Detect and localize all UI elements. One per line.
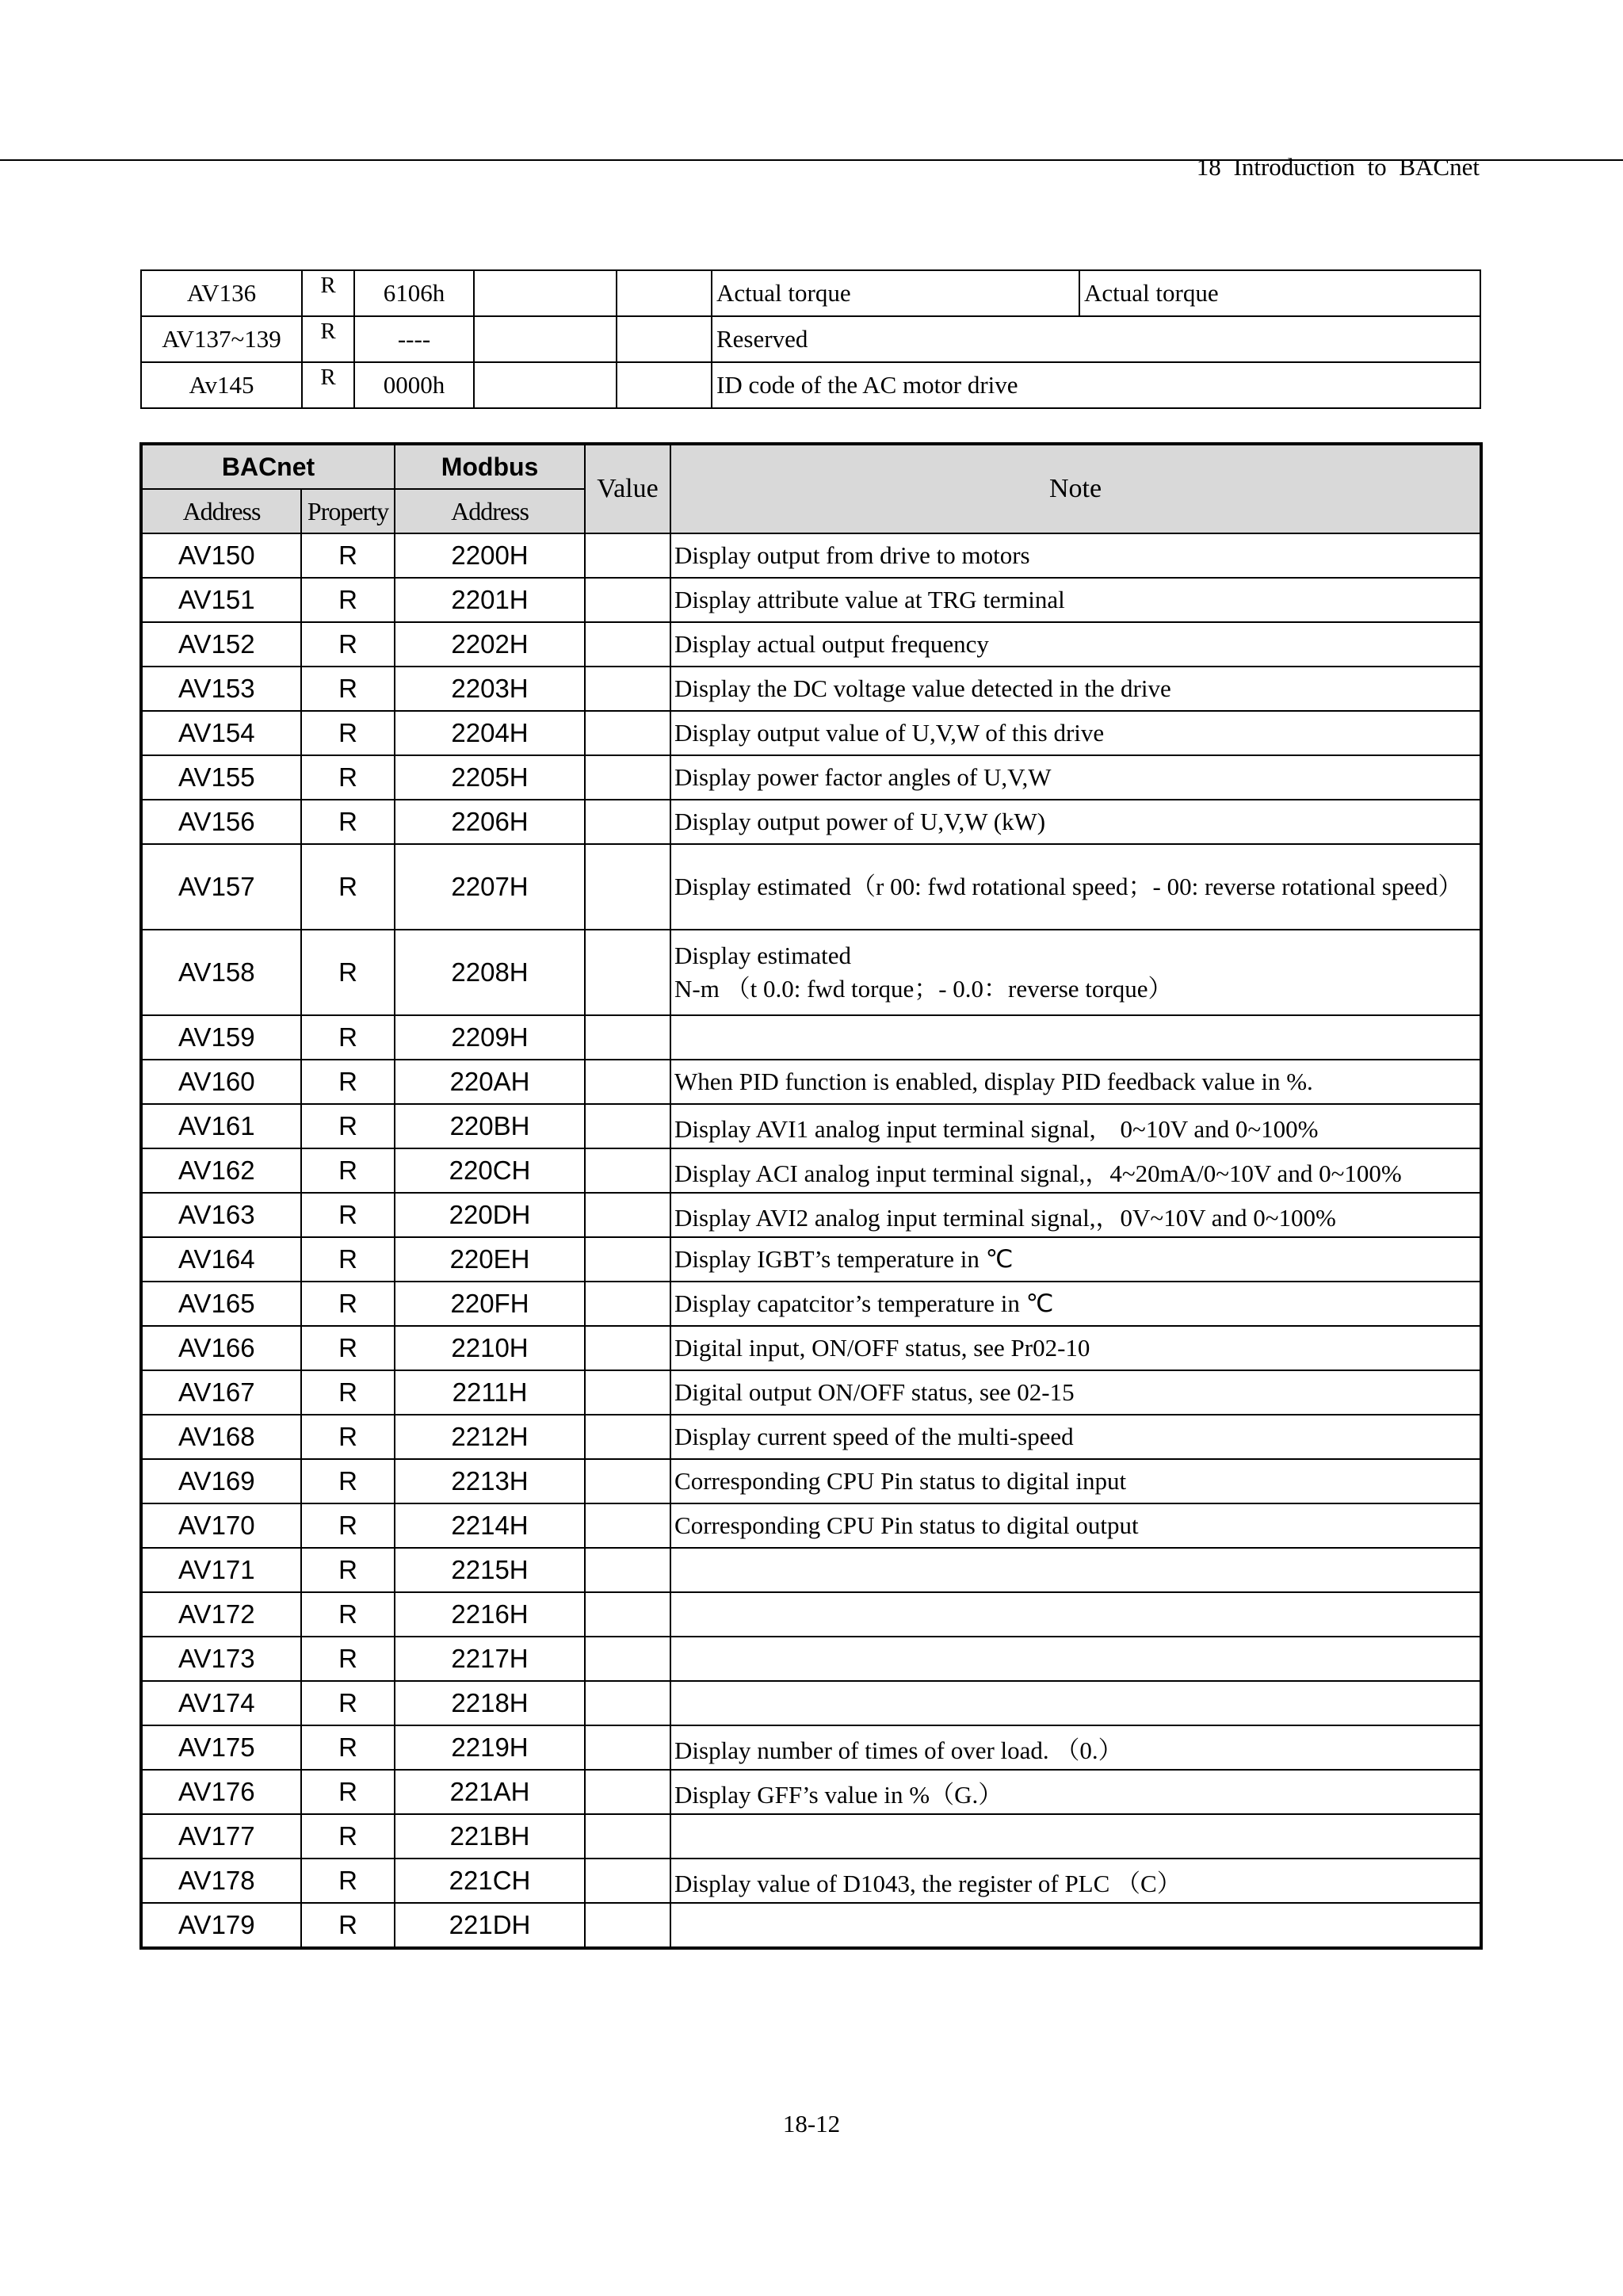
bacnet-address: AV164 <box>141 1237 301 1282</box>
value <box>585 622 670 667</box>
modbus-address: 2216H <box>395 1592 585 1637</box>
bacnet-address: AV173 <box>141 1637 301 1681</box>
modbus-address: 2217H <box>395 1637 585 1681</box>
page-number: 18-12 <box>782 2110 841 2137</box>
bacnet-address: AV165 <box>141 1282 301 1326</box>
empty-cell <box>617 270 712 316</box>
note: Display AVI1 analog input terminal signal, 0~10V and 0~100% <box>670 1104 1481 1148</box>
value <box>585 1148 670 1193</box>
property: R <box>301 1814 395 1859</box>
table-row <box>141 1415 1481 1459</box>
property: R <box>301 1282 395 1326</box>
modbus-address: 220AH <box>395 1060 585 1104</box>
table-row <box>141 1459 1481 1503</box>
modbus-address: 6106h <box>354 270 474 316</box>
note: ID code of the AC motor drive <box>712 362 1480 408</box>
table-row <box>141 1015 1481 1060</box>
note: Display capatcitor’s temperature in ℃ <box>670 1282 1481 1326</box>
empty-cell <box>474 270 617 316</box>
modbus-address: 2218H <box>395 1681 585 1725</box>
modbus-address: 221BH <box>395 1814 585 1859</box>
bacnet-address: AV166 <box>141 1326 301 1370</box>
value <box>585 1903 670 1948</box>
bacnet-address: AV168 <box>141 1415 301 1459</box>
modbus-address: 2213H <box>395 1459 585 1503</box>
property: R <box>301 1193 395 1237</box>
value <box>585 1015 670 1060</box>
modbus-address: 2219H <box>395 1725 585 1770</box>
header-note: Note <box>670 444 1481 533</box>
property: R <box>301 844 395 930</box>
modbus-address: ---- <box>354 316 474 362</box>
property: R <box>302 270 354 316</box>
table-row <box>141 1193 1481 1237</box>
bacnet-address: AV171 <box>141 1548 301 1592</box>
table-row <box>141 1326 1481 1370</box>
property: R <box>301 1326 395 1370</box>
property: R <box>301 1859 395 1903</box>
table-row <box>141 578 1481 622</box>
bacnet-address: AV156 <box>141 800 301 844</box>
property: R <box>301 1370 395 1415</box>
table-row <box>141 1770 1481 1814</box>
header-address: Address <box>141 489 301 533</box>
modbus-address: 2210H <box>395 1326 585 1370</box>
note: Display number of times of over load. （0.） <box>670 1725 1481 1770</box>
value <box>585 1415 670 1459</box>
table-row <box>141 1503 1481 1548</box>
note: Corresponding CPU Pin status to digital output <box>670 1503 1481 1548</box>
table-row <box>141 755 1481 800</box>
property: R <box>301 1015 395 1060</box>
bacnet-address: AV170 <box>141 1503 301 1548</box>
table-row <box>141 844 1481 930</box>
bacnet-address: AV161 <box>141 1104 301 1148</box>
header-modbus: Modbus <box>395 444 585 489</box>
value <box>585 1060 670 1104</box>
bacnet-address: AV178 <box>141 1859 301 1903</box>
note: Corresponding CPU Pin status to digital input <box>670 1459 1481 1503</box>
property: R <box>301 578 395 622</box>
value <box>585 1370 670 1415</box>
header-value: Value <box>585 444 670 533</box>
modbus-address: 221DH <box>395 1903 585 1948</box>
table-row <box>141 1681 1481 1725</box>
value <box>585 1459 670 1503</box>
reserved-table <box>140 269 1481 409</box>
value <box>585 1814 670 1859</box>
note: Display actual output frequency <box>670 622 1481 667</box>
property: R <box>302 316 354 362</box>
modbus-address: 221AH <box>395 1770 585 1814</box>
note: When PID function is enabled, display PID feedback value in %. <box>670 1060 1481 1104</box>
modbus-address: 2212H <box>395 1415 585 1459</box>
value <box>585 1725 670 1770</box>
value <box>585 1326 670 1370</box>
value <box>585 1237 670 1282</box>
bacnet-address: AV136 <box>141 270 302 316</box>
note <box>670 1903 1481 1948</box>
property: R <box>301 1548 395 1592</box>
value <box>585 1770 670 1814</box>
modbus-address: 221CH <box>395 1859 585 1903</box>
property: R <box>301 711 395 755</box>
value <box>585 578 670 622</box>
bacnet-address: AV152 <box>141 622 301 667</box>
modbus-address: 2211H <box>395 1370 585 1415</box>
bacnet-address: AV154 <box>141 711 301 755</box>
bacnet-address: AV163 <box>141 1193 301 1237</box>
table-row <box>141 930 1481 1015</box>
bacnet-modbus-table <box>139 442 1483 1950</box>
value <box>585 844 670 930</box>
value <box>585 1193 670 1237</box>
property: R <box>301 1770 395 1814</box>
table-row <box>141 1859 1481 1903</box>
modbus-address: 0000h <box>354 362 474 408</box>
property: R <box>301 1459 395 1503</box>
value <box>585 533 670 578</box>
property: R <box>301 1637 395 1681</box>
value <box>585 800 670 844</box>
bacnet-address: AV174 <box>141 1681 301 1725</box>
property: R <box>301 1415 395 1459</box>
table-row <box>141 270 1480 316</box>
table-row <box>141 667 1481 711</box>
modbus-address: 220CH <box>395 1148 585 1193</box>
note: Display the DC voltage value detected in the drive <box>670 667 1481 711</box>
modbus-address: 2200H <box>395 533 585 578</box>
table-row <box>141 711 1481 755</box>
value <box>585 711 670 755</box>
table-row <box>141 316 1480 362</box>
bacnet-address: AV175 <box>141 1725 301 1770</box>
note <box>670 1548 1481 1592</box>
value <box>585 1104 670 1148</box>
note: Actual torque <box>712 270 1079 316</box>
note: Display GFF’s value in %（G.） <box>670 1770 1481 1814</box>
value <box>585 1282 670 1326</box>
bacnet-address: AV179 <box>141 1903 301 1948</box>
bacnet-address: AV167 <box>141 1370 301 1415</box>
empty-cell <box>474 316 617 362</box>
empty-cell <box>617 362 712 408</box>
table-row <box>141 1548 1481 1592</box>
value <box>585 1503 670 1548</box>
note: Digital input, ON/OFF status, see Pr02-10 <box>670 1326 1481 1370</box>
property: R <box>301 1503 395 1548</box>
modbus-address: 2207H <box>395 844 585 930</box>
note: Reserved <box>712 316 1480 362</box>
modbus-address: 2203H <box>395 667 585 711</box>
note: Display estimated（r 00: fwd rotational speed；- 00: reverse rotational speed） <box>670 844 1481 930</box>
value <box>585 930 670 1015</box>
property: R <box>301 1060 395 1104</box>
property: R <box>301 1725 395 1770</box>
table-row <box>141 1814 1481 1859</box>
property: R <box>302 362 354 408</box>
note <box>670 1592 1481 1637</box>
bacnet-address: AV151 <box>141 578 301 622</box>
table-row <box>141 1903 1481 1948</box>
table-row <box>141 1725 1481 1770</box>
header-property: Property <box>301 489 395 533</box>
note <box>670 1015 1481 1060</box>
value <box>585 1859 670 1903</box>
property: R <box>301 1903 395 1948</box>
property: R <box>301 1148 395 1193</box>
modbus-address: 2204H <box>395 711 585 755</box>
property: R <box>301 930 395 1015</box>
note: Display ACI analog input terminal signal,，4~20mA/0~10V and 0~100% <box>670 1148 1481 1193</box>
table-row <box>141 533 1481 578</box>
note <box>670 1681 1481 1725</box>
value <box>585 1592 670 1637</box>
header-bacnet: BACnet <box>141 444 395 489</box>
note: Display value of D1043, the register of PLC （C） <box>670 1859 1481 1903</box>
bacnet-address: AV157 <box>141 844 301 930</box>
value <box>585 1548 670 1592</box>
bacnet-address: AV172 <box>141 1592 301 1637</box>
bacnet-address: AV176 <box>141 1770 301 1814</box>
note: Display AVI2 analog input terminal signal,，0V~10V and 0~100% <box>670 1193 1481 1237</box>
note: Display output value of U,V,W of this drive <box>670 711 1481 755</box>
bacnet-address: AV150 <box>141 533 301 578</box>
modbus-address: 220FH <box>395 1282 585 1326</box>
property: R <box>301 1592 395 1637</box>
bacnet-address: AV158 <box>141 930 301 1015</box>
note-line: N-m （t 0.0: fwd torque；- 0.0：reverse torque） <box>674 975 1173 1003</box>
value <box>585 667 670 711</box>
note: Display power factor angles of U,V,W <box>670 755 1481 800</box>
table-row <box>141 362 1480 408</box>
property: R <box>301 1104 395 1148</box>
running-head: 18 Introduction to BACnet <box>1196 153 1480 181</box>
bacnet-address: AV137~139 <box>141 316 302 362</box>
property: R <box>301 622 395 667</box>
note: Display current speed of the multi-speed <box>670 1415 1481 1459</box>
table-row <box>141 622 1481 667</box>
bacnet-address: AV153 <box>141 667 301 711</box>
table-row <box>141 800 1481 844</box>
bacnet-address: AV169 <box>141 1459 301 1503</box>
property: R <box>301 533 395 578</box>
modbus-address: 2209H <box>395 1015 585 1060</box>
table-row <box>141 1282 1481 1326</box>
property: R <box>301 755 395 800</box>
note-secondary: Actual torque <box>1079 270 1480 316</box>
property: R <box>301 800 395 844</box>
modbus-address: 2214H <box>395 1503 585 1548</box>
table-row <box>141 1592 1481 1637</box>
value <box>585 1681 670 1725</box>
value <box>585 755 670 800</box>
table-row <box>141 1637 1481 1681</box>
table-row <box>141 1237 1481 1282</box>
note: Display output from drive to motors <box>670 533 1481 578</box>
empty-cell <box>617 316 712 362</box>
property: R <box>301 1237 395 1282</box>
property: R <box>301 667 395 711</box>
empty-cell <box>474 362 617 408</box>
note <box>670 1814 1481 1859</box>
header-row <box>141 444 1481 489</box>
bacnet-address: AV177 <box>141 1814 301 1859</box>
table-row <box>141 1370 1481 1415</box>
modbus-address: 2205H <box>395 755 585 800</box>
note-line: Display estimated <box>674 942 851 970</box>
bacnet-address: AV160 <box>141 1060 301 1104</box>
note: Display output power of U,V,W (kW) <box>670 800 1481 844</box>
value <box>585 1637 670 1681</box>
bacnet-address: AV155 <box>141 755 301 800</box>
note <box>670 1637 1481 1681</box>
bacnet-address: Av145 <box>141 362 302 408</box>
modbus-address: 2202H <box>395 622 585 667</box>
table-row <box>141 1148 1481 1193</box>
property: R <box>301 1681 395 1725</box>
table-row <box>141 1104 1481 1148</box>
header-modbus-address: Address <box>395 489 585 533</box>
note: Display IGBT’s temperature in ℃ <box>670 1237 1481 1282</box>
note <box>670 930 1481 1015</box>
note: Display attribute value at TRG terminal <box>670 578 1481 622</box>
modbus-address: 2208H <box>395 930 585 1015</box>
note: Digital output ON/OFF status, see 02-15 <box>670 1370 1481 1415</box>
modbus-address: 2206H <box>395 800 585 844</box>
table-row <box>141 1060 1481 1104</box>
bacnet-address: AV162 <box>141 1148 301 1193</box>
modbus-address: 220DH <box>395 1193 585 1237</box>
bacnet-address: AV159 <box>141 1015 301 1060</box>
modbus-address: 220EH <box>395 1237 585 1282</box>
modbus-address: 2215H <box>395 1548 585 1592</box>
modbus-address: 2201H <box>395 578 585 622</box>
modbus-address: 220BH <box>395 1104 585 1148</box>
